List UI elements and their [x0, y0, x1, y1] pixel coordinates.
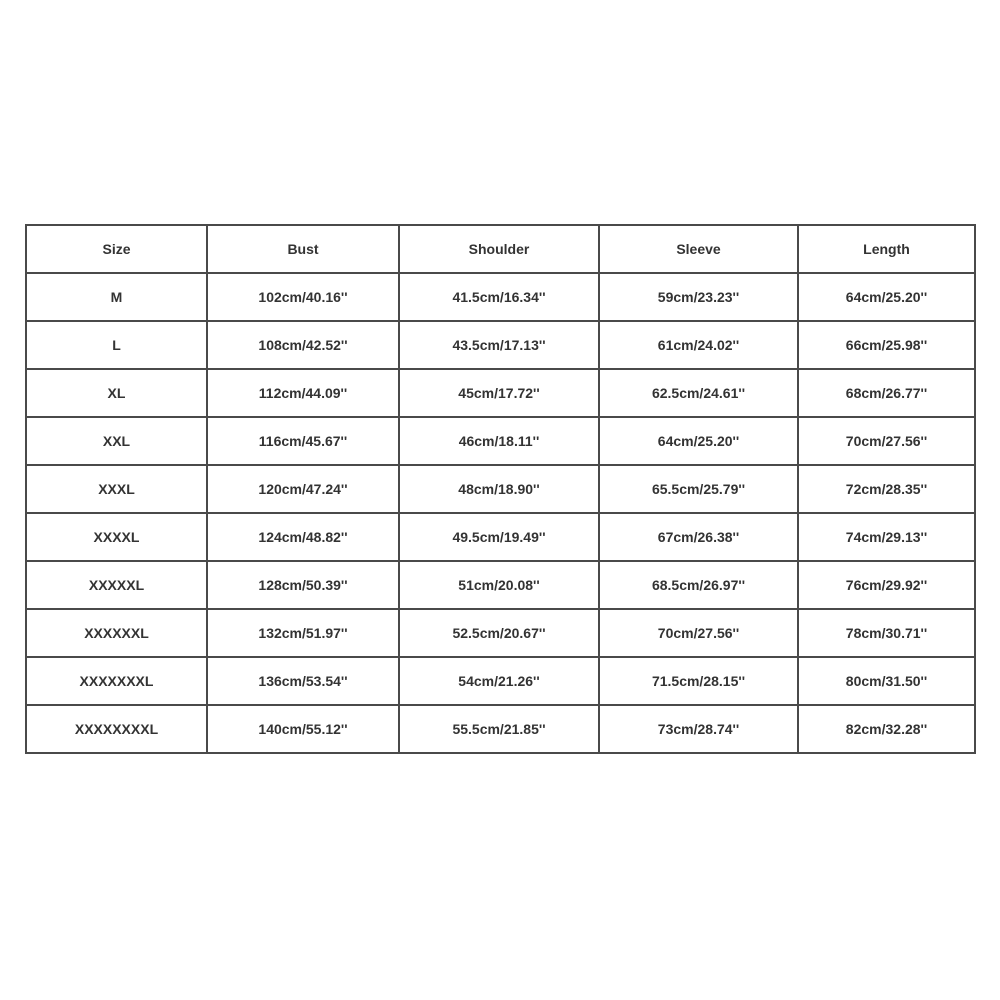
bust-cell: 124cm/48.82'' — [207, 513, 399, 561]
header-row — [26, 225, 975, 273]
size-cell: XXXXXXL — [26, 609, 207, 657]
size-cell: XL — [26, 369, 207, 417]
table-row — [26, 465, 975, 513]
sleeve-cell: 71.5cm/28.15'' — [599, 657, 798, 705]
length-cell: 72cm/28.35'' — [798, 465, 975, 513]
shoulder-cell: 51cm/20.08'' — [399, 561, 599, 609]
bust-cell: 120cm/47.24'' — [207, 465, 399, 513]
shoulder-cell: 52.5cm/20.67'' — [399, 609, 599, 657]
sleeve-cell: 70cm/27.56'' — [599, 609, 798, 657]
sleeve-cell: 68.5cm/26.97'' — [599, 561, 798, 609]
shoulder-cell: 55.5cm/21.85'' — [399, 705, 599, 753]
table-row — [26, 321, 975, 369]
size-cell: XXXXXXXXL — [26, 705, 207, 753]
shoulder-cell: 43.5cm/17.13'' — [399, 321, 599, 369]
table-row — [26, 417, 975, 465]
shoulder-cell: 45cm/17.72'' — [399, 369, 599, 417]
bust-cell: 132cm/51.97'' — [207, 609, 399, 657]
table-row — [26, 513, 975, 561]
table-row — [26, 369, 975, 417]
length-cell: 66cm/25.98'' — [798, 321, 975, 369]
shoulder-cell: 48cm/18.90'' — [399, 465, 599, 513]
sleeve-cell: 61cm/24.02'' — [599, 321, 798, 369]
length-cell: 70cm/27.56'' — [798, 417, 975, 465]
sleeve-cell: 65.5cm/25.79'' — [599, 465, 798, 513]
bust-cell: 128cm/50.39'' — [207, 561, 399, 609]
bust-cell: 140cm/55.12'' — [207, 705, 399, 753]
sleeve-cell: 64cm/25.20'' — [599, 417, 798, 465]
header-bust: Bust — [207, 225, 399, 273]
header-size: Size — [26, 225, 207, 273]
shoulder-cell: 41.5cm/16.34'' — [399, 273, 599, 321]
size-chart-table — [25, 224, 976, 754]
bust-cell: 116cm/45.67'' — [207, 417, 399, 465]
bust-cell: 102cm/40.16'' — [207, 273, 399, 321]
sleeve-cell: 59cm/23.23'' — [599, 273, 798, 321]
table-row — [26, 657, 975, 705]
length-cell: 64cm/25.20'' — [798, 273, 975, 321]
bust-cell: 108cm/42.52'' — [207, 321, 399, 369]
bust-cell: 136cm/53.54'' — [207, 657, 399, 705]
header-shoulder: Shoulder — [399, 225, 599, 273]
size-cell: XXXXL — [26, 513, 207, 561]
table-row — [26, 561, 975, 609]
length-cell: 74cm/29.13'' — [798, 513, 975, 561]
size-cell: XXXXXXXL — [26, 657, 207, 705]
length-cell: 78cm/30.71'' — [798, 609, 975, 657]
bust-cell: 112cm/44.09'' — [207, 369, 399, 417]
length-cell: 76cm/29.92'' — [798, 561, 975, 609]
shoulder-cell: 46cm/18.11'' — [399, 417, 599, 465]
table-row — [26, 273, 975, 321]
length-cell: 68cm/26.77'' — [798, 369, 975, 417]
sleeve-cell: 73cm/28.74'' — [599, 705, 798, 753]
table-row — [26, 705, 975, 753]
length-cell: 82cm/32.28'' — [798, 705, 975, 753]
header-length: Length — [798, 225, 975, 273]
size-cell: M — [26, 273, 207, 321]
sleeve-cell: 67cm/26.38'' — [599, 513, 798, 561]
size-cell: XXXXXL — [26, 561, 207, 609]
header-sleeve: Sleeve — [599, 225, 798, 273]
shoulder-cell: 54cm/21.26'' — [399, 657, 599, 705]
size-cell: L — [26, 321, 207, 369]
sleeve-cell: 62.5cm/24.61'' — [599, 369, 798, 417]
length-cell: 80cm/31.50'' — [798, 657, 975, 705]
shoulder-cell: 49.5cm/19.49'' — [399, 513, 599, 561]
size-cell: XXXL — [26, 465, 207, 513]
table-row — [26, 609, 975, 657]
size-cell: XXL — [26, 417, 207, 465]
